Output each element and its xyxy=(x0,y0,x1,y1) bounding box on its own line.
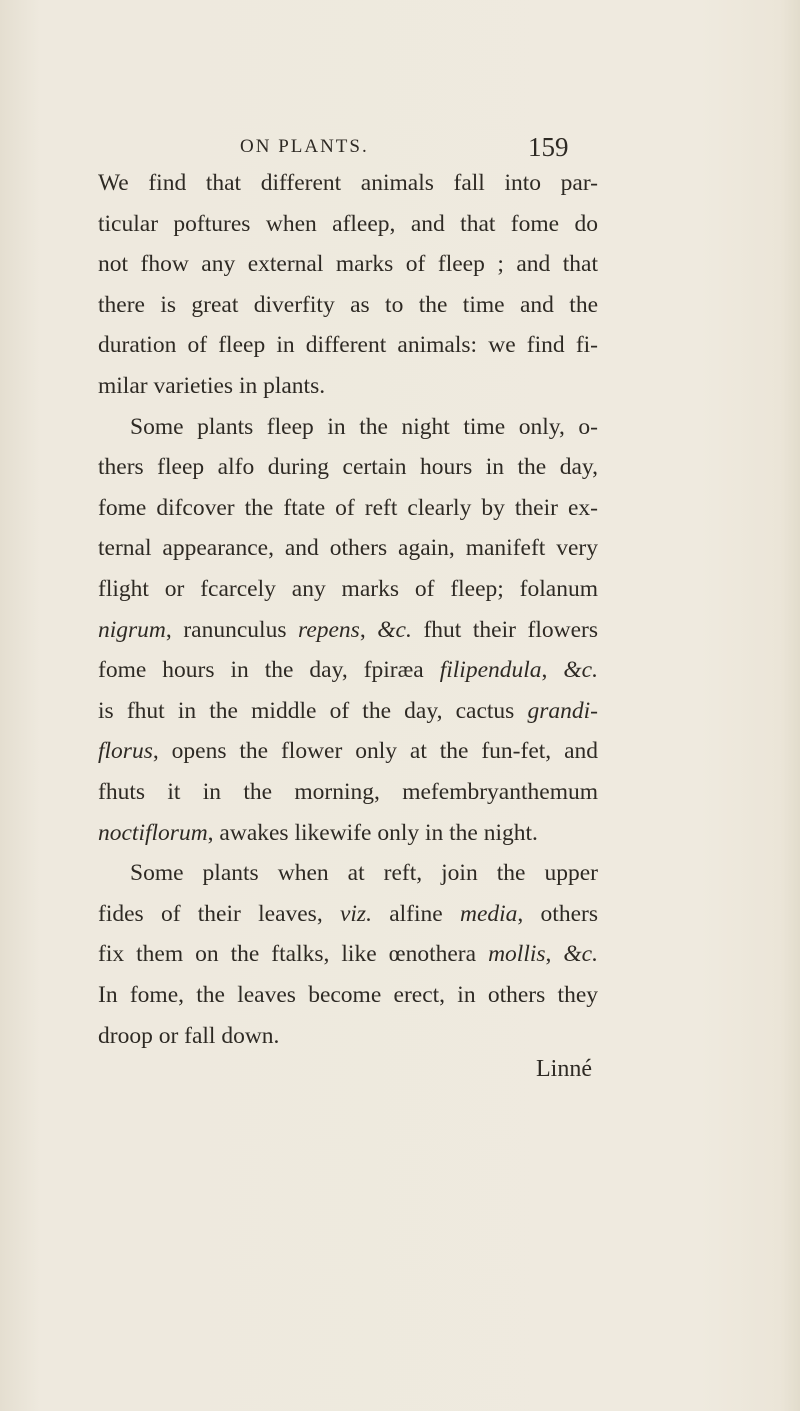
text-run: Some plants when at reft, join the upper xyxy=(130,860,598,887)
text-line xyxy=(98,168,598,198)
text-run: alfine xyxy=(371,900,460,927)
text-run: thers fleep alfo during certain hours in the day, xyxy=(98,454,598,481)
catchword: Linné xyxy=(536,1056,592,1082)
text-run: , opens the flower only at the fun-fet, and xyxy=(152,738,598,765)
text-run: Some plants fleep in the night time only, o- xyxy=(130,413,598,440)
text-line xyxy=(98,574,598,604)
text-line xyxy=(98,899,598,929)
italic-text: grandi- xyxy=(527,697,598,724)
text-run: , ranunculus xyxy=(165,616,299,643)
text-run: duration of fleep in different animals: we find fi- xyxy=(98,332,598,359)
text-run: milar varieties in plants. xyxy=(98,373,326,399)
text-run: droop or fall down. xyxy=(98,1022,280,1049)
italic-text: mollis xyxy=(488,941,546,968)
text-line xyxy=(98,615,598,645)
text-line xyxy=(130,412,598,442)
text-run: , xyxy=(541,657,564,684)
text-line xyxy=(98,696,598,726)
text-line xyxy=(98,1021,598,1051)
running-head: ON PLANTS. xyxy=(240,136,369,157)
text-line xyxy=(98,736,598,766)
text-line xyxy=(130,858,598,888)
text-run: fides of their leaves, xyxy=(98,900,340,927)
text-run: , xyxy=(359,616,378,643)
text-line xyxy=(98,533,598,563)
italic-text: media xyxy=(459,900,518,927)
text-line xyxy=(98,330,598,360)
text-line xyxy=(98,980,598,1010)
text-run: , others xyxy=(517,900,598,927)
text-line xyxy=(98,939,598,969)
text-run: We find that different animals fall into par- xyxy=(98,170,598,196)
text-run: ticular poftures when afleep, and that fome do xyxy=(98,210,598,237)
text-line xyxy=(98,452,598,482)
text-line xyxy=(98,249,598,279)
text-run: ternal appearance, and others again, manifeft very xyxy=(98,535,598,562)
text-line xyxy=(98,290,598,320)
text-line xyxy=(98,209,598,239)
italic-text: filipendula xyxy=(439,657,542,684)
text-run: fome difcover the ftate of reft clearly by their ex- xyxy=(98,494,598,521)
text-line xyxy=(98,655,598,685)
italic-text: nigrum xyxy=(98,616,166,643)
text-line xyxy=(98,371,598,401)
italic-text: repens xyxy=(298,616,360,643)
text-run: , awakes likewife only in the night. xyxy=(207,819,538,846)
text-line xyxy=(98,818,598,848)
page-number: 159 xyxy=(528,132,569,162)
text-run: , xyxy=(545,941,564,968)
italic-text: noctiflorum xyxy=(98,819,208,846)
italic-text: &c. xyxy=(377,616,412,643)
text-run: there is great diverfity as to the time and the xyxy=(98,291,598,318)
text-run: fhut their flowers xyxy=(411,616,598,643)
italic-text: &c. xyxy=(563,941,598,968)
text-line xyxy=(98,777,598,807)
text-run: flight or fcarcely any marks of fleep; folanum xyxy=(98,576,598,602)
text-run: fome hours in the day, fpiræa xyxy=(98,657,440,684)
italic-text: &c. xyxy=(563,657,598,684)
italic-text: florus xyxy=(98,738,153,765)
text-run: fhuts it in the morning, mefembryanthemum xyxy=(98,779,598,805)
italic-text: viz. xyxy=(339,900,372,927)
text-run: not fhow any external marks of fleep ; and that xyxy=(98,251,598,278)
text-run: is fhut in the middle of the day, cactus xyxy=(98,697,528,724)
text-run: In fome, the leaves become erect, in others they xyxy=(98,982,598,1008)
text-line xyxy=(98,493,598,523)
text-run: fix them on the ftalks, like œnothera xyxy=(98,941,489,968)
